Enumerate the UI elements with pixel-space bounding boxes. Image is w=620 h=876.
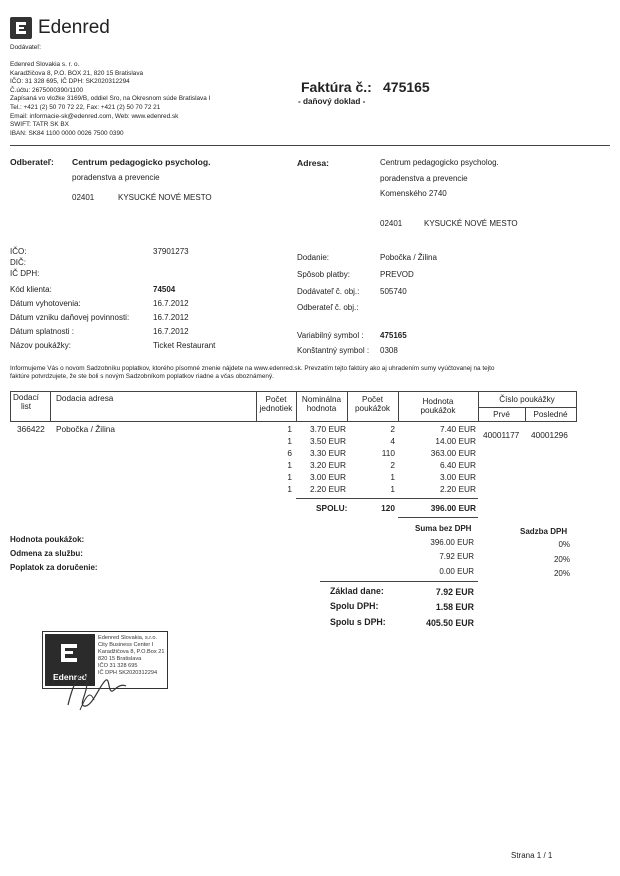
- address-line-1: Centrum pedagogicko psycholog.: [380, 158, 499, 167]
- delivery-address-value: Pobočka / Žilina: [56, 424, 116, 434]
- field-value-delivery: Pobočka / Žilina: [380, 253, 437, 262]
- field-value-variable-symbol: 475165: [380, 331, 407, 340]
- item-units: 1: [287, 460, 292, 470]
- supplier-line: IBAN: SK84 1100 0000 0026 7500 0390: [10, 129, 124, 137]
- field-value-due-date: 16.7.2012: [153, 327, 189, 336]
- vat-total-value: 1.58 EUR: [435, 602, 474, 612]
- field-value-tax-date: 16.7.2012: [153, 313, 189, 322]
- summary-rate: 20%: [553, 555, 570, 564]
- invoice-title: Faktúra č.:: [301, 79, 372, 95]
- item-units: 6: [287, 448, 292, 458]
- item-units: 1: [287, 484, 292, 494]
- invoice-subtitle: - daňový doklad -: [298, 97, 366, 106]
- vat-total-label: Spolu DPH:: [330, 601, 379, 611]
- stamp-line: 820 15 Bratislava: [98, 656, 142, 662]
- th-delivery-note: Dodací list: [13, 393, 39, 411]
- th-delivery-address: Dodacia adresa: [56, 394, 114, 403]
- summary-label: Poplatok za doručenie:: [10, 563, 98, 572]
- item-value: 14.00 EUR: [435, 436, 476, 446]
- item-nominal: 3.20 EUR: [310, 460, 346, 470]
- address-city: KYSUCKÉ NOVÉ MESTO: [424, 219, 518, 228]
- field-label-issue-date: Dátum vyhotovenia:: [10, 299, 81, 308]
- item-count: 2: [390, 460, 395, 470]
- item-nominal: 3.50 EUR: [310, 436, 346, 446]
- supplier-label: Dodávateľ:: [10, 44, 41, 51]
- stamp-line: City Business Center I: [98, 642, 154, 648]
- supplier-line: IČO: 31 328 695, IČ DPH: SK2020312294: [10, 78, 130, 86]
- summary-hdr-base: Suma bez DPH: [415, 524, 472, 533]
- supplier-line: Karadžičova 8, P.O. BOX 21, 820 15 Bratislava: [10, 69, 144, 77]
- field-value-constant-symbol: 0308: [380, 346, 398, 355]
- stamp-brand: Edenred: [52, 672, 87, 682]
- item-count: 1: [390, 484, 395, 494]
- address-zip: 02401: [380, 219, 403, 228]
- field-label-ico: IČO:: [10, 247, 27, 256]
- supplier-line: Edenred Slovakia s. r. o.: [10, 61, 80, 68]
- grand-total-value: 405.50 EUR: [426, 618, 474, 628]
- field-label-delivery: Dodanie:: [297, 253, 330, 262]
- stamp-line: Edenred Slovakia, s.r.o.: [98, 635, 158, 641]
- total-value: 396.00 EUR: [430, 503, 476, 513]
- item-value: 363.00 EUR: [430, 448, 476, 458]
- page-number: Strana 1 / 1: [511, 851, 553, 860]
- field-label-constant-symbol: Konštantný symbol :: [297, 346, 370, 355]
- summary-hdr-rate: Sadzba DPH: [520, 527, 568, 536]
- customer-name-1: Centrum pedagogicko psycholog.: [72, 157, 211, 167]
- item-nominal: 3.00 EUR: [310, 472, 346, 482]
- item-count: 110: [381, 448, 395, 458]
- address-line-2: poradenstva a prevencie: [380, 174, 468, 183]
- edenred-logo-icon: [10, 17, 32, 39]
- signature-icon: [60, 660, 130, 712]
- field-label-due-date: Dátum splatnosti :: [10, 327, 75, 336]
- summary-rate: 0%: [558, 540, 570, 549]
- th-voucher-number: Číslo poukážky: [499, 395, 555, 404]
- supplier-line: Zapísaná vo vložke 3169/B, oddiel Sro, na Okresnom súde Bratislava I: [10, 95, 211, 103]
- field-value-ico: 37901273: [153, 247, 189, 256]
- total-count: 120: [381, 503, 395, 513]
- item-nominal: 3.30 EUR: [310, 448, 346, 458]
- field-value-issue-date: 16.7.2012: [153, 299, 189, 308]
- address-line-3: Komenského 2740: [380, 189, 447, 198]
- stamp-line: IČO 31 328 695: [98, 663, 138, 669]
- item-units: 1: [287, 424, 292, 434]
- fee-notice-line: Informujeme Vás o novom Sadzobníku poplatkov, ktorého písomné znenie nájdete na www.edenred.sk. Prevzatím tejto faktúry ako aj uhradením sumy vyúčtovanej na tejto: [10, 365, 495, 372]
- stamp-code: F 31: [50, 680, 61, 686]
- item-units: 1: [287, 472, 292, 482]
- item-count: 1: [390, 472, 395, 482]
- item-value: 6.40 EUR: [440, 460, 476, 470]
- field-label-client-code: Kód klienta:: [10, 285, 52, 294]
- supplier-line: SWIFT: TATR SK BX: [10, 121, 69, 129]
- summary-base: 396.00 EUR: [430, 538, 474, 547]
- field-label-customer-order: Odberateľ č. obj.:: [297, 303, 359, 312]
- field-label-variable-symbol: Variabilný symbol :: [297, 331, 364, 340]
- tax-base-value: 7.92 EUR: [435, 587, 474, 597]
- customer-city: KYSUCKÉ NOVÉ MESTO: [118, 193, 212, 202]
- supplier-line: Č.účtu: 2675000390/1100: [10, 86, 84, 94]
- item-nominal: 2.20 EUR: [310, 484, 346, 494]
- item-value: 7.40 EUR: [440, 424, 476, 434]
- field-value-payment: PREVOD: [380, 270, 414, 279]
- stamp-line: IČ DPH SK2020312294: [98, 670, 158, 676]
- customer-label: Odberateľ:: [10, 157, 54, 167]
- tax-base-label: Základ dane:: [330, 586, 384, 596]
- grand-total-label: Spolu s DPH:: [330, 617, 386, 627]
- th-voucher-value: Hodnota poukážok: [420, 397, 456, 415]
- field-label-tax-date: Dátum vzniku daňovej povinnosti:: [10, 313, 130, 322]
- field-label-voucher-name: Názov poukážky:: [10, 341, 71, 350]
- item-count: 2: [390, 424, 395, 434]
- invoice-number: 475165: [383, 79, 430, 95]
- item-value: 3.00 EUR: [440, 472, 476, 482]
- supplier-line: Tel.: +421 (2) 50 70 72 22, Fax: +421 (2) 50 70 72 21: [10, 103, 161, 111]
- item-value: 2.20 EUR: [440, 484, 476, 494]
- field-label-supplier-order: Dodávateľ č. obj.:: [297, 287, 360, 296]
- stamp-line: Karadžičova 8, P.O.Box 21: [98, 649, 165, 655]
- summary-rate: 20%: [553, 569, 570, 578]
- supplier-line: Email: informacie-sk@edenred.com, Web: www.edenred.sk: [10, 112, 179, 120]
- th-last: Posledné: [533, 410, 568, 419]
- customer-zip: 02401: [72, 193, 95, 202]
- item-units: 1: [287, 436, 292, 446]
- fee-notice: [10, 365, 494, 380]
- item-nominal: 3.70 EUR: [310, 424, 346, 434]
- customer-name-2: poradenstva a prevencie: [72, 173, 160, 182]
- summary-base: 0.00 EUR: [439, 567, 474, 576]
- field-label-icdph: IČ DPH:: [10, 269, 40, 278]
- item-count: 4: [390, 436, 395, 446]
- field-value-voucher-name: Ticket Restaurant: [153, 341, 216, 350]
- total-label: SPOLU:: [316, 503, 348, 513]
- first-voucher: 40001177: [483, 430, 520, 440]
- brand-name: Edenred: [38, 17, 110, 38]
- summary-base: 7.92 EUR: [439, 552, 474, 561]
- last-voucher: 40001296: [531, 430, 568, 440]
- field-value-client-code: 74504: [153, 285, 176, 294]
- th-voucher-count: Počet poukážok: [354, 395, 391, 413]
- delivery-note-number: 366422: [17, 424, 45, 434]
- summary-label: Odmena za službu:: [10, 549, 83, 558]
- summary-label: Hodnota poukážok:: [10, 535, 85, 544]
- th-first: Prvé: [493, 410, 510, 419]
- address-label: Adresa:: [297, 158, 329, 168]
- field-label-dic: DIČ:: [10, 258, 26, 267]
- field-label-payment: Spôsob platby:: [297, 270, 350, 279]
- th-nominal: Nominálna hodnota: [301, 395, 342, 413]
- supplier-block: [10, 61, 210, 138]
- fee-notice-line: faktúre potvrdzujete, že ste boli s novým Sadzobníkom poplatkov riadne a včas oboznámený.: [10, 372, 274, 380]
- field-value-supplier-order: 505740: [380, 287, 407, 296]
- th-units: Počet jednotiek: [259, 395, 293, 413]
